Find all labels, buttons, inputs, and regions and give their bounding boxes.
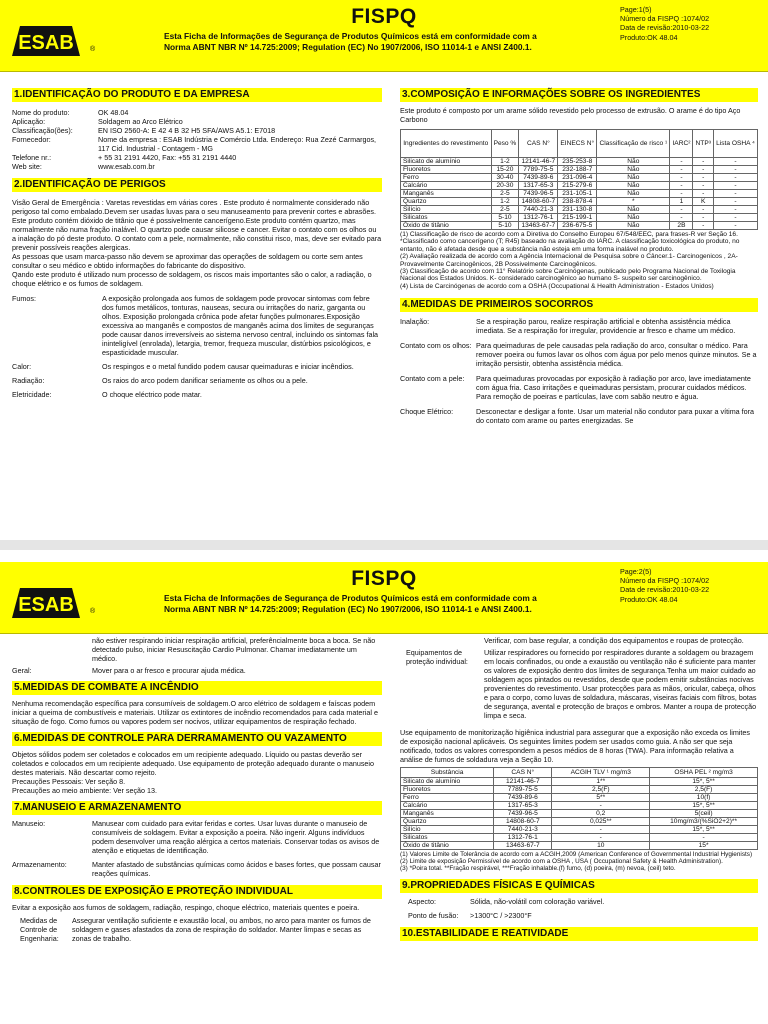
table-cell: 14808-60-7 <box>519 198 558 206</box>
table-cell: 231-130-8 <box>558 206 597 214</box>
table-cell: * <box>597 198 670 206</box>
table-cell: 7789-75-5 <box>494 786 552 794</box>
hazard-row: Calor: Os respingos e o metal fundido podem causar queimaduras e iniciar incêndios. <box>12 362 354 371</box>
section-6-title: 6.MEDIDAS DE CONTROLE PARA DERRAMAMENTO OU VAZAMENTO <box>12 732 382 746</box>
section-3-intro: Este produto é composto por um arame sólido revestido pelo processo de extrusão. O arame é do tipo Aço Carbono <box>400 106 741 124</box>
table-row <box>401 826 758 834</box>
table-row <box>401 810 758 818</box>
table-cell: - <box>552 826 650 834</box>
table-header: IARC² <box>670 130 693 158</box>
table-cell: Manganês <box>401 810 494 818</box>
table-cell: 7789-75-5 <box>519 166 558 174</box>
table-cell: 0,2 <box>552 810 650 818</box>
table-cell: - <box>693 214 713 222</box>
section-6-line: Precauções ao meio ambiente: Ver seção 13. <box>12 786 158 795</box>
paragraph: Visão Geral de Emergência : Varetas revestidas em várias cores . Este produto é normalmente considerado não perigoso tal como embalado.Devem ser usadas luvas para o seu manuseamento para prevenir cortes e abrasões. <box>12 198 376 216</box>
brand-text: ESAB <box>18 594 74 616</box>
table-cell: Não <box>597 166 670 174</box>
table-row <box>401 214 758 222</box>
section-4-title: 4.MEDIDAS DE PRIMEIROS SOCORROS <box>400 298 758 312</box>
table-cell: 14808-60-7 <box>494 818 552 826</box>
table-cell: 1** <box>552 778 650 786</box>
table-cell: 30-40 <box>491 174 519 182</box>
page-header <box>0 0 768 72</box>
table-row <box>401 182 758 190</box>
footnote: (3) Classificação de acordo com 11° Relatório sobre Carcinógenas, publicado pelo Programa Nacional de Toxilogia Nacional dos Estados Unidos. K- considerado carcinogênico ao humano S- suspeito ser carcinogênico. <box>400 268 736 283</box>
table-row <box>401 222 758 230</box>
table-cell: - <box>693 206 713 214</box>
document-title: FISPQ <box>351 5 417 28</box>
exposure-limits-table-body <box>401 778 758 850</box>
product-name: Produto:OK 48.04 <box>620 594 678 604</box>
table-row <box>401 174 758 182</box>
table-cell: Quartzo <box>401 198 492 206</box>
compliance-statement: Esta Ficha de Informações de Segurança de Produtos Químicos está em conformidade com a Norma ABNT NBR Nº 14.725:2009; Regulation (EC) No 1907/2006, ISO 11014-1 e ANSI Z400.1. <box>164 31 537 52</box>
footnote: (3) *Poira total. **Fração respirável, ***Fração inhalable.(f) fumo, (d) poeira, (m) nevoa, (ceil) teto. <box>400 865 676 873</box>
field-row: Fornecedor: Nome da empresa : ESAB Indústria e Comércio Ltda. Endereço: Rua Zezé Carmargos, 117 Cid. Industrial - Contagem - MG <box>12 135 377 153</box>
table-cell: - <box>670 158 693 166</box>
table-cell: Ferro <box>401 794 494 802</box>
page-2 <box>0 562 768 1024</box>
footnote: (2) Avaliação realizada de acordo com a Agência Internacional de Pesquisa sobre o Câncer.1- Carcinogenicos , 2A- Provavelmente Carcinogênicos, 2B Possivelmente Carcinogênicos. <box>400 253 738 268</box>
table-row <box>401 842 758 850</box>
paragraph: Este produto contém dióxido de titânio que é possivelmente cancerígeno.Este produto contém quartzo, mas normalmente não numa fração inalável. O quartzo pode causar silicose e cancer. Evitar o contato com os olhos ou a inalação do pó deste produto. O contato com a pele, normalmente, não constitui risco, mas, deve ser evitado para prevenir possíveis reações alergicas. <box>12 216 382 252</box>
table-cell: Não <box>597 182 670 190</box>
first-aid-row: Contato com os olhos: Para queimaduras de pele causadas pela radiação do arco, consultar o médico. Para remover poeira ou fumos lavar os olhos com água por pelo menos quinze minutos. Se a irritação persistir, obtenha assistência médica. <box>400 341 757 369</box>
table-cell: 10mg/m3/(%SiO2+2)** <box>650 818 758 826</box>
section-7-title: 7.MANUSEIO E ARMAZENAMENTO <box>12 801 382 815</box>
table-cell: - <box>713 206 757 214</box>
table-cell: 2,5(F) <box>650 786 758 794</box>
field-row: Nome do produto: OK 48.04 <box>12 108 129 117</box>
product-name: Produto:OK 48.04 <box>620 32 678 42</box>
table-cell: - <box>713 198 757 206</box>
field-row: Telefone nr.: + 55 31 2191 4420, Fax: +55 31 2191 4440 <box>12 153 237 162</box>
table-header: Peso % <box>491 130 519 158</box>
table-cell: - <box>713 158 757 166</box>
table-cell: 2B <box>670 222 693 230</box>
table-cell: 13463-67-7 <box>519 222 558 230</box>
table-cell: Não <box>597 158 670 166</box>
section-1-fields <box>12 108 382 171</box>
document-meta <box>620 567 709 604</box>
table-cell: 215-199-1 <box>558 214 597 222</box>
table-cell: 1317-65-3 <box>519 182 558 190</box>
table-cell: 5** <box>552 794 650 802</box>
page1-left-column <box>12 88 382 399</box>
hazard-row: Eletricidade: O choque eléctrico pode matar. <box>12 390 202 399</box>
table-cell: - <box>670 182 693 190</box>
table-cell: Não <box>597 174 670 182</box>
page-number: Page:1(5) <box>620 5 652 14</box>
table-cell: Fluoretos <box>401 786 494 794</box>
page1-right-column <box>400 88 758 425</box>
table-cell: 15-20 <box>491 166 519 174</box>
table-cell: 2,5(F) <box>552 786 650 794</box>
table-cell: 20-30 <box>491 182 519 190</box>
table-cell: 7439-96-5 <box>519 190 558 198</box>
table-cell: 1 <box>670 198 693 206</box>
table-header: ACGIH TLV ¹ mg/m3 <box>552 768 650 778</box>
table-cell: 5-10 <box>491 214 519 222</box>
table-cell: - <box>670 166 693 174</box>
table-row <box>401 166 758 174</box>
table-header: CAS N° <box>494 768 552 778</box>
table-row <box>401 206 758 214</box>
table-cell: 12141-46-7 <box>494 778 552 786</box>
hazard-row: Fumos: A exposição prolongada aos fumos de soldagem pode provocar sintomas com febre dos fumos metálicos, tonturas, nauseas, secura ou irritações do nariz, garganta ou olhos. Exposição prolongada crônica pode afetar funções pulmonares.Exposição excessiva ao manganês e compostos de manganês acima dos limites de seguranças pode causar danos irreversíveis ao sistema nervoso central, incluindo os sintomas fala ininteligível (enrolada), letargia, tremor, frequeza muscular, distúrbios psicológicos, e espasticidade muscular. <box>12 294 379 357</box>
table-header: Classificação de risco ¹ <box>597 130 670 158</box>
monitoring-text: Use equipamento de monitorização higiênica industrial para assegurar que a exposição não exceda os limites de exposição nacional aplicáveis. Os seguintes limites podem ser usados como guia. A não ser que seja notificado, todos os valores correspondem a pesos médios de 8 horas (TWA). Para informação relativa a análise de fumos de soldadura veja a Seção 10. <box>400 728 750 764</box>
revision-date: Data de revisão:2010-03-22 <box>620 585 710 595</box>
table-cell: 1312-76-1 <box>494 834 552 842</box>
table-cell: Manganês <box>401 190 492 198</box>
table-cell: - <box>670 190 693 198</box>
table-cell: 5-10 <box>491 222 519 230</box>
brand-text: ESAB <box>18 32 74 54</box>
table-cell: Não <box>597 190 670 198</box>
table-header-row <box>401 130 758 158</box>
table-cell: 1317-65-3 <box>494 802 552 810</box>
table-cell: 1312-76-1 <box>519 214 558 222</box>
table-header: Ingredientes do revestimento <box>401 130 492 158</box>
table-header: EINECS N° <box>558 130 597 158</box>
section-6-line: Precauções Pessoais: Ver seção 8. <box>12 777 126 786</box>
first-aid-row: Inalação: Se a respiração parou, realize respiração artificial e obtenha assistência médica imediata. Se a respiração for irregular, providencie ar fresco e chame um médico. <box>400 317 736 336</box>
table-header-row <box>401 768 758 778</box>
section-1-title: 1.IDENTIFICAÇÃO DO PRODUTO E DA EMPRESA <box>12 88 382 102</box>
table-row <box>401 778 758 786</box>
table-cell: Ferro <box>401 174 492 182</box>
table-header: NTP³ <box>693 130 713 158</box>
table-cell: 15*, 5** <box>650 778 758 786</box>
exposure-limits-table <box>400 767 758 850</box>
compliance-statement: Esta Ficha de Informações de Segurança de Produtos Químicos está em conformidade com a Norma ABNT NBR Nº 14.725:2009; Regulation (EC) No 1907/2006, ISO 11014-1 e ANSI Z400.1. <box>164 593 537 614</box>
table-cell: 5(ceil) <box>650 810 758 818</box>
section-8-title: 8.CONTROLES DE EXPOSIÇÃO E PROTEÇÃO INDIVIDUAL <box>12 885 382 899</box>
table-cell: 13463-67-7 <box>494 842 552 850</box>
table-cell: - <box>713 182 757 190</box>
table-cell: 15* <box>650 842 758 850</box>
table-cell: 235-253-8 <box>558 158 597 166</box>
footnote: (1) Valores Limite de Tolerância de acordo com a ACGIH,2009 (American Conference of Governmental Industrial Hygienists) <box>400 851 753 858</box>
table-cell: 7439-89-6 <box>494 794 552 802</box>
table-cell: - <box>693 158 713 166</box>
table-cell: 231-096-4 <box>558 174 597 182</box>
section-5-title: 5.MEDIDAS DE COMBATE A INCÊNDIO <box>12 681 382 695</box>
page2-right-column <box>400 636 758 941</box>
table-cell: 15*, 5** <box>650 802 758 810</box>
table-cell: 10 <box>552 842 650 850</box>
exposure-notes <box>400 851 758 873</box>
paragraph: As pessoas que usam marca-passo não devem se aproximar das operações de soldagem ou corte sem antes consultar o seu médico e obtido informações do fabricante do dispositivo. <box>12 252 363 270</box>
handling-row: Armazenamento: Manter afastado de substâncias químicas como ácidos e bases fortes, que possam causar reações químicas. <box>12 860 381 878</box>
table-cell: - <box>693 166 713 174</box>
continued-text: Verificar, com base regular, a condição dos equipamentos e roupas de protecção. <box>484 636 744 645</box>
table-cell: - <box>693 190 713 198</box>
section-3-notes <box>400 231 758 290</box>
table-cell: 2-5 <box>491 206 519 214</box>
hazard-row: Radiação: Os raios do arco podem danificar seriamente os olhos ou a pele. <box>12 376 308 385</box>
footnote: (1) Classificação de risco de acordo com a Diretiva do Conselho Europeu 67/548/EEC, para frases-R ver Seção 16. *Classificado como cancerígeno (T; R45) baseado na avaliação do IARC. A classificação toxicológica do produto, no entanto, não é afetada desde que a substância não esteja em uma forma inalável no produto. <box>400 231 740 253</box>
table-row <box>401 818 758 826</box>
first-aid-row: Geral: Mover para o ar fresco e procurar ajuda médica. <box>12 666 246 675</box>
table-cell: Fluoretos <box>401 166 492 174</box>
table-cell: - <box>693 222 713 230</box>
page-header <box>0 562 768 634</box>
table-cell: 1-2 <box>491 158 519 166</box>
page2-left-column <box>12 636 382 943</box>
table-cell: 7439-89-6 <box>519 174 558 182</box>
table-cell: 7439-96-5 <box>494 810 552 818</box>
table-row <box>401 198 758 206</box>
table-row <box>401 834 758 842</box>
table-cell: - <box>713 190 757 198</box>
ingredients-table <box>400 129 758 230</box>
table-cell: 215-279-6 <box>558 182 597 190</box>
table-cell: K <box>693 198 713 206</box>
table-cell: Silicatos <box>401 834 494 842</box>
table-row <box>401 190 758 198</box>
section-8-text: Evitar a exposição aos fumos de soldagem, radiação, respingo, choque eléctrico, materiais quentes e poeira. <box>12 903 360 912</box>
section-5-text: Nenhuma recomendação específica para consumíveis de soldagem.O arco elétrico de soldagem e faíscas podem iniciar a queima de combustíveis e materiais. Utilizar os extintores de incêndio recomendados para cada material e situação de fogo. Como fumos ou vapores podem ser nocivos, utilizar equipamentos de respiração fechado. <box>12 699 378 726</box>
table-cell: Não <box>597 206 670 214</box>
table-cell: Silício <box>401 826 494 834</box>
table-cell: Não <box>597 222 670 230</box>
table-cell: Calcário <box>401 802 494 810</box>
ingredients-table-body <box>401 158 758 230</box>
table-cell: 15*, 5** <box>650 826 758 834</box>
table-cell: - <box>713 174 757 182</box>
section-4-body <box>400 317 758 425</box>
field-row: Aplicação: Soldagem ao Arco Elétrico <box>12 117 183 126</box>
table-cell: - <box>670 174 693 182</box>
table-cell: Silicatos <box>401 214 492 222</box>
table-row <box>401 794 758 802</box>
control-row: Medidas de Controle de Engenharia: Assegurar ventilação suficiente e exaustão local, ou ambos, no arco para manter os fumos de soldagem e gases afastados da zona de respiração do soldador. Manter limpas e secas as zonas de trabalho. <box>20 916 371 943</box>
table-cell: 232-188-7 <box>558 166 597 174</box>
table-cell: Óxido de titânio <box>401 842 494 850</box>
table-cell: - <box>713 214 757 222</box>
page-number: Page:2(5) <box>620 567 652 576</box>
table-cell: 7440-21-3 <box>519 206 558 214</box>
table-cell: Quartzo <box>401 818 494 826</box>
table-row <box>401 158 758 166</box>
table-cell: Não <box>597 214 670 222</box>
revision-date: Data de revisão:2010-03-22 <box>620 23 710 33</box>
paragraph: Qando este produto é utilizado num processo de soldagem, os riscos mais importantes são o calor, a radiação, o choque elétrico e os fumos de soldagem. <box>12 270 372 288</box>
table-cell: - <box>650 834 758 842</box>
document-meta <box>620 5 709 42</box>
property-row: Aspecto: Sólida, não-volátil com coloração variável. <box>408 896 605 906</box>
table-header: CAS N° <box>519 130 558 158</box>
table-cell: Óxido de titânio <box>401 222 492 230</box>
first-aid-row: Choque Elétrico: Desconectar e desligar a fonte. Usar um material não condutor para puxar a vítima fora do contato com arame ou partes energizadas. Se <box>400 407 755 426</box>
table-cell: Silício <box>401 206 492 214</box>
table-cell: 10(f) <box>650 794 758 802</box>
table-row <box>401 786 758 794</box>
section-2-title: 2.IDENTIFICAÇÃO DE PERIGOS <box>12 178 382 192</box>
section-2-body <box>12 198 382 399</box>
field-row: Classificação(ões): EN ISO 2560-A: E 42 4 B 32 H5 SFA/AWS A5.1: E7018 <box>12 126 276 135</box>
table-cell: 12141-46-7 <box>519 158 558 166</box>
table-cell: 2-5 <box>491 190 519 198</box>
table-cell: 7440-21-3 <box>494 826 552 834</box>
table-cell: Silicato de alumínio <box>401 158 492 166</box>
table-cell: - <box>670 206 693 214</box>
field-row: Web site: www.esab.com.br <box>12 162 155 171</box>
document-title: FISPQ <box>351 567 417 590</box>
table-row <box>401 802 758 810</box>
table-cell: - <box>693 174 713 182</box>
table-cell: 238-878-4 <box>558 198 597 206</box>
page-separator <box>0 540 768 550</box>
footnote: (2) Limite de exposição Permissível de acordo com a OSHA , USA ( Occupational Safety & Health Administration). <box>400 858 723 866</box>
table-cell: - <box>693 182 713 190</box>
table-header: Lista OSHA ⁴ <box>713 130 757 158</box>
table-cell: Silicato de alumínio <box>401 778 494 786</box>
table-header: Substância <box>401 768 494 778</box>
first-aid-row: Contato com a pele: Para queimaduras provocadas por exposição à radiação por arco, lave imediatamente com água fria. Caso irritações e queimaduras persistam, procurar cuidados médicos. Para remoção de poeiras e partículas, lave com sabão neutro e água. <box>400 374 751 402</box>
section-3-title: 3.COMPOSIÇÃO E INFORMAÇÕES SOBRE OS INGREDIENTES <box>400 88 758 102</box>
table-cell: - <box>670 214 693 222</box>
fispq-number: Número da FISPQ :1074/02 <box>620 14 710 24</box>
continued-text: não estiver respirando iniciar respiração artificial, preferêncialmente boca a boca. Se não detectado pulso, iniciar Resuscitação Cardio Pulmonar. Chamar imediatamente um médico. <box>92 636 376 663</box>
table-cell: 0,025** <box>552 818 650 826</box>
table-cell: 231-105-1 <box>558 190 597 198</box>
section-10-title: 10.ESTABILIDADE E REATIVIDADE <box>400 927 758 941</box>
property-row: Ponto de fusão: >1300°C / >2300°F <box>408 910 532 920</box>
registered-mark: ® <box>90 46 96 53</box>
fispq-number: Número da FISPQ :1074/02 <box>620 576 710 586</box>
table-cell: - <box>713 166 757 174</box>
table-header: OSHA PEL ² mg/m3 <box>650 768 758 778</box>
handling-row: Manuseio: Manusear com cuidado para evitar feridas e cortes. Usar luvas durante o manuseio de consumíveis de soldagem. Evitar a exposição a poeira. Não ingerir. Alguns indivíduos podem desenvolver uma reação alérgica a certos materiais. Conservar todas os avisos de atenção e etiquetas de identificação. <box>12 819 380 855</box>
registered-mark: ® <box>90 608 96 615</box>
table-cell: 236-675-5 <box>558 222 597 230</box>
section-9-title: 9.PROPRIEDADES FÍSICAS E QUÍMICAS <box>400 879 758 893</box>
section-6-text: Objetos sólidos podem ser coletados e colocados em um recipiente adequado. Líquido ou pastas deverão ser coletados e colocados em um recipiente adequado. Use equipamento de proteção adequado durante o manuseio destes materiais. Não descartar como rejeito. <box>12 750 375 777</box>
footnote: (4) Lista de Carcinógenas de acordo com a OSHA (Occupational & Health Administration - Estados Unidos) <box>400 282 714 290</box>
table-cell: - <box>552 802 650 810</box>
table-cell: - <box>552 834 650 842</box>
ppe-row: Equipamentos de proteção individual: Utilizar respiradores ou fornecido por respiradores durante a soldagem ou brazagem em locais confinados, ou onde a exaustão ou ventilação não é suficiente para manter os valores de exposição dentro dos limites de segurança.Tenha um maior cuidado ao soldagem aços pintados ou revestidos, desde que podem emitir substâncias nocivas provenientes do revestimento. Usar protecções para as mãos, oricular, cabeça, olhos e para o corpo, como luvas de soldadura, máscaras, viseiras faciais com filtros, botas de segurança, avental e protecção de braços e ombros. Manter a roupa de protecção limpa e seca. <box>406 648 757 720</box>
table-cell: 1-2 <box>491 198 519 206</box>
table-cell: Calcário <box>401 182 492 190</box>
table-cell: - <box>713 222 757 230</box>
